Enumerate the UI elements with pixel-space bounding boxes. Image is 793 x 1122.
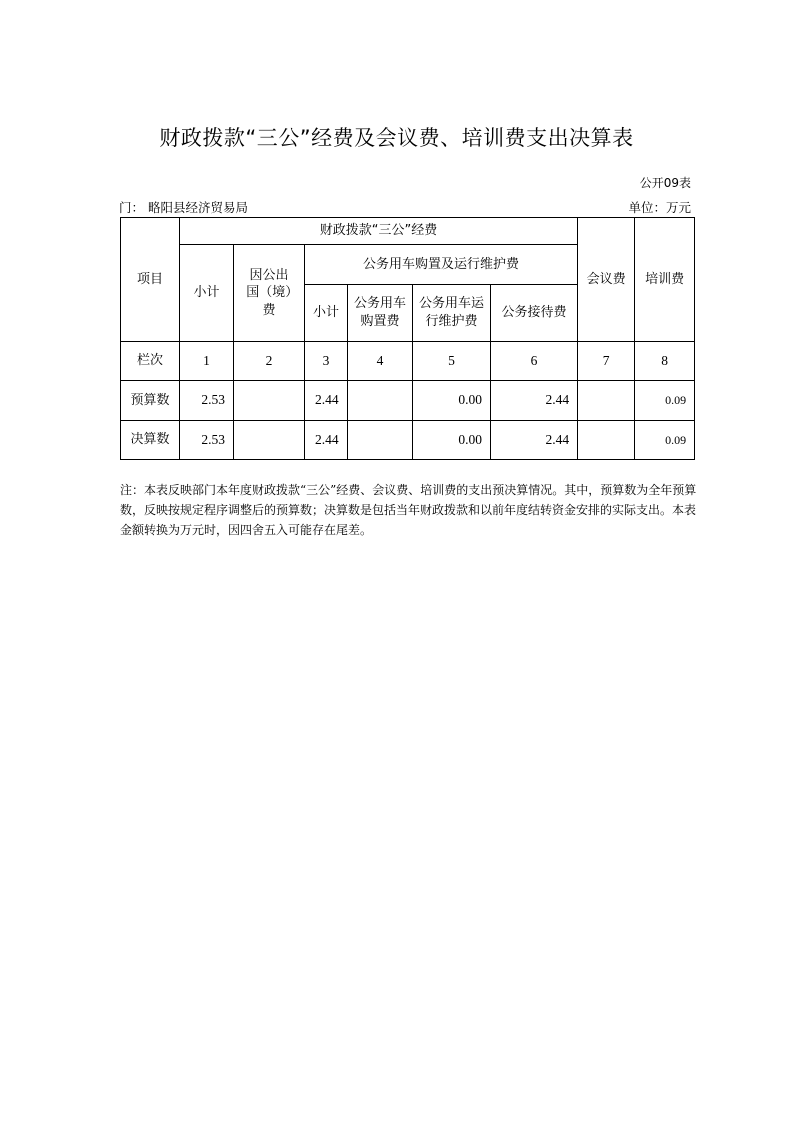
column-number: 5 xyxy=(413,342,491,381)
column-number: 3 xyxy=(305,342,348,381)
form-number: 公开09表 xyxy=(639,176,691,190)
table-row-final xyxy=(121,421,695,460)
header-vehicle-operation: 公务用车运行维护费 xyxy=(413,285,491,342)
footnote: 注：本表反映部门本年度财政拨款“三公”经费、会议费、培训费的支出预决算情况。其中，预算数为全年预算数，反映按规定程序调整后的预算数；决算数是包括当年财政拨款和以前年度结转资金安排的实际支出。本表金额转换为万元时，因四舍五入可能存在尾差。 xyxy=(120,483,697,537)
column-number: 8 xyxy=(635,342,695,381)
cell-abroad xyxy=(234,381,305,421)
column-number: 6 xyxy=(491,342,578,381)
row-label: 预算数 xyxy=(121,381,180,421)
page-title: 财政拨款“三公”经费及会议费、培训费支出决算表 xyxy=(159,126,634,150)
cell-vehicle-purchase xyxy=(348,421,413,460)
row-label: 决算数 xyxy=(121,421,180,460)
cell-vehicle-subtotal: 2.44 xyxy=(305,421,348,460)
cell-vehicle-operation: 0.00 xyxy=(413,421,491,460)
unit-label: 单位：万元 xyxy=(628,200,691,215)
expense-table xyxy=(120,217,695,460)
header-vehicle-subtotal: 小计 xyxy=(305,285,348,342)
header-vehicle-group: 公务用车购置及运行维护费 xyxy=(305,245,578,285)
column-number: 2 xyxy=(234,342,305,381)
column-numbers-label: 栏次 xyxy=(121,342,180,381)
cell-meeting xyxy=(578,381,635,421)
header-meeting: 会议费 xyxy=(578,218,635,342)
cell-vehicle-operation: 0.00 xyxy=(413,381,491,421)
header-abroad: 因公出国（境）费 xyxy=(234,245,305,342)
column-number: 4 xyxy=(348,342,413,381)
cell-reception: 2.44 xyxy=(491,381,578,421)
header-three-public: 财政拨款“三公”经费 xyxy=(180,218,578,245)
cell-training: 0.09 xyxy=(635,421,695,460)
header-vehicle-purchase: 公务用车购置费 xyxy=(348,285,413,342)
cell-meeting xyxy=(578,421,635,460)
cell-training: 0.09 xyxy=(635,381,695,421)
department-label: 门： 略阳县经济贸易局 xyxy=(119,200,248,215)
table-row-budget xyxy=(121,381,695,421)
cell-abroad xyxy=(234,421,305,460)
cell-vehicle-subtotal: 2.44 xyxy=(305,381,348,421)
cell-vehicle-purchase xyxy=(348,381,413,421)
column-number: 7 xyxy=(578,342,635,381)
column-number: 1 xyxy=(180,342,234,381)
cell-reception: 2.44 xyxy=(491,421,578,460)
cell-subtotal: 2.53 xyxy=(180,381,234,421)
header-reception: 公务接待费 xyxy=(491,285,578,342)
cell-subtotal: 2.53 xyxy=(180,421,234,460)
header-training: 培训费 xyxy=(635,218,695,342)
header-subtotal: 小计 xyxy=(180,245,234,342)
header-item: 项目 xyxy=(121,218,180,342)
